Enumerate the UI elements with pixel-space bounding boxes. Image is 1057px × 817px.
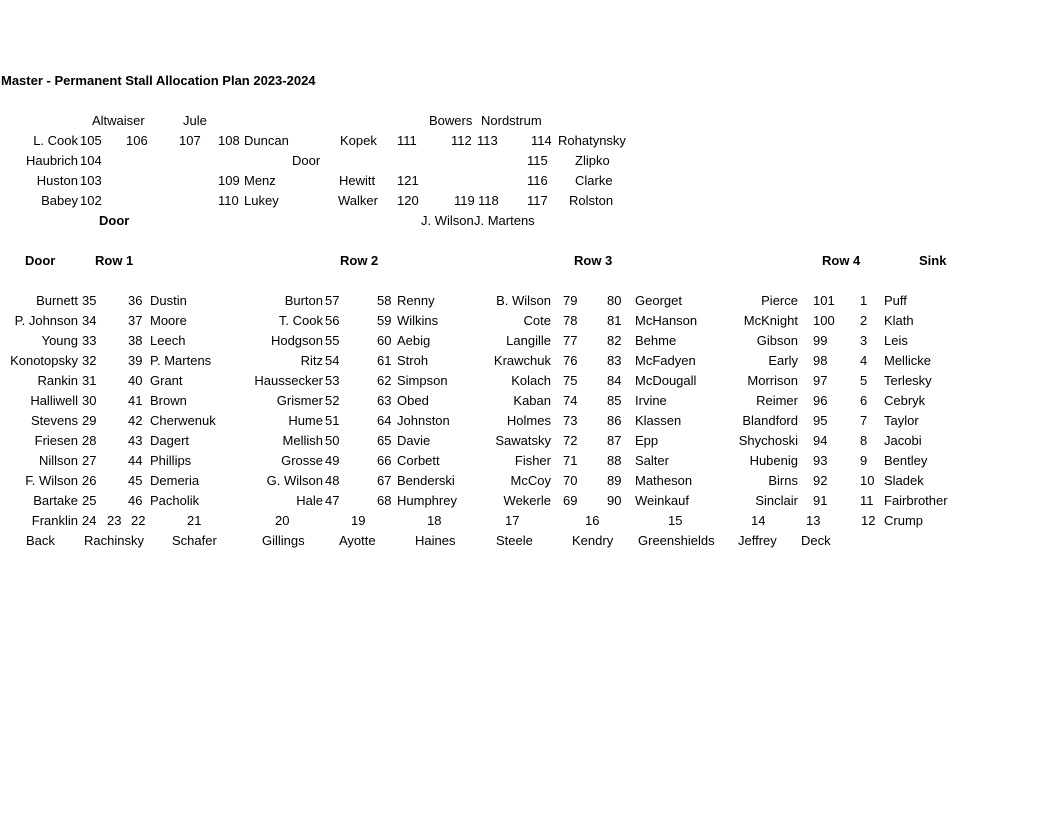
upper-cell: Door bbox=[292, 153, 321, 168]
stall-cell: 87 bbox=[607, 433, 622, 448]
stall-cell: 8 bbox=[860, 433, 868, 448]
stall-cell: G. Wilson bbox=[266, 473, 323, 488]
bottom-name-cell: Kendry bbox=[572, 533, 614, 548]
upper-cell: 102 bbox=[80, 193, 102, 208]
upper-cell: 105 bbox=[80, 133, 102, 148]
upper-cell: L. Cook bbox=[33, 133, 78, 148]
stall-cell: 81 bbox=[607, 313, 622, 328]
bottom-number-cell: 21 bbox=[187, 513, 202, 528]
bottom-number-cell: 14 bbox=[751, 513, 766, 528]
stall-cell: 100 bbox=[813, 313, 835, 328]
upper-cell: Hewitt bbox=[339, 173, 376, 188]
stall-cell: Klath bbox=[884, 313, 914, 328]
stall-cell: Kaban bbox=[513, 393, 551, 408]
bottom-name-cell: Deck bbox=[801, 533, 831, 548]
stall-cell: 4 bbox=[860, 353, 868, 368]
upper-cell: Babey bbox=[41, 193, 78, 208]
stall-cell: 36 bbox=[128, 293, 143, 308]
bottom-number-cell: Crump bbox=[884, 513, 924, 528]
stall-cell: Langille bbox=[506, 333, 551, 348]
stall-cell: 40 bbox=[128, 373, 143, 388]
stall-cell: Jacobi bbox=[884, 433, 922, 448]
stall-cell: Birns bbox=[768, 473, 798, 488]
stall-cell: Hale bbox=[296, 493, 323, 508]
bottom-number-cell: 18 bbox=[427, 513, 442, 528]
stall-cell: Terlesky bbox=[884, 373, 932, 388]
row1-header: Row 1 bbox=[95, 253, 134, 268]
stall-cell: Leis bbox=[884, 333, 908, 348]
stall-cell: 30 bbox=[82, 393, 97, 408]
stall-cell: 95 bbox=[813, 413, 828, 428]
stall-cell: Demeria bbox=[150, 473, 200, 488]
stall-cell: Hodgson bbox=[270, 333, 323, 348]
stall-cell: 47 bbox=[325, 493, 340, 508]
stall-cell: Behme bbox=[635, 333, 677, 348]
stall-cell: Johnston bbox=[397, 413, 450, 428]
stall-cell: 98 bbox=[813, 353, 828, 368]
stall-cell: Grant bbox=[150, 373, 183, 388]
bottom-name-cell: Haines bbox=[415, 533, 456, 548]
stall-cell: Salter bbox=[635, 453, 669, 468]
stall-cell: 7 bbox=[860, 413, 868, 428]
bottom-number-cell: 24 bbox=[82, 513, 97, 528]
upper-cell: Nordstrum bbox=[481, 113, 542, 128]
stall-cell: 41 bbox=[128, 393, 143, 408]
stall-cell: 6 bbox=[860, 393, 868, 408]
bottom-number-cell: 15 bbox=[668, 513, 683, 528]
stall-cell: Rankin bbox=[37, 373, 78, 388]
bottom-name-cell: Ayotte bbox=[339, 533, 376, 548]
stall-cell: 43 bbox=[128, 433, 143, 448]
sink-header: Sink bbox=[919, 253, 947, 268]
stall-cell: Fairbrother bbox=[884, 493, 948, 508]
upper-cell: 116 bbox=[527, 173, 548, 188]
stall-cell: 57 bbox=[325, 293, 340, 308]
stall-cell: Stevens bbox=[31, 413, 78, 428]
upper-cell: 111 bbox=[397, 133, 417, 148]
stall-cell: P. Martens bbox=[150, 353, 212, 368]
row2-header: Row 2 bbox=[340, 253, 379, 268]
upper-cell: 115 bbox=[527, 153, 548, 168]
stall-cell: 11 bbox=[860, 493, 874, 508]
stall-cell: Irvine bbox=[635, 393, 667, 408]
stall-cell: B. Wilson bbox=[496, 293, 551, 308]
stall-cell: 2 bbox=[860, 313, 868, 328]
upper-cell: Kopek bbox=[340, 133, 377, 148]
stall-cell: 35 bbox=[82, 293, 97, 308]
bottom-number-cell: 13 bbox=[806, 513, 821, 528]
stall-cell: Burton bbox=[284, 293, 323, 308]
upper-cell: 106 bbox=[126, 133, 148, 148]
stall-cell: 34 bbox=[82, 313, 97, 328]
bottom-number-cell: Franklin bbox=[31, 513, 78, 528]
upper-cell: 121 bbox=[397, 173, 419, 188]
stall-cell: Humphrey bbox=[397, 493, 457, 508]
stall-cell: 31 bbox=[82, 373, 97, 388]
stall-cell: 88 bbox=[607, 453, 622, 468]
upper-cell: Rohatynsky bbox=[558, 133, 626, 148]
stall-cell: Corbett bbox=[397, 453, 440, 468]
stall-cell: Mellish bbox=[282, 433, 323, 448]
stall-cell: 90 bbox=[607, 493, 622, 508]
stall-cell: 49 bbox=[325, 453, 340, 468]
stall-cell: Bartake bbox=[33, 493, 78, 508]
stall-cell: Cebryk bbox=[884, 393, 926, 408]
stall-cell: Reimer bbox=[756, 393, 798, 408]
stall-cell: Pierce bbox=[761, 293, 798, 308]
stall-cell: Young bbox=[41, 333, 78, 348]
bottom-name-cell: Steele bbox=[496, 533, 533, 548]
stall-cell: McFadyen bbox=[635, 353, 696, 368]
stall-cell: Kolach bbox=[511, 373, 551, 388]
stall-cell: 50 bbox=[325, 433, 340, 448]
stall-cell: 79 bbox=[563, 293, 578, 308]
upper-cell: 107 bbox=[179, 133, 201, 148]
stall-cell: 96 bbox=[813, 393, 828, 408]
stall-cell: Leech bbox=[150, 333, 186, 348]
stall-cell: 32 bbox=[82, 353, 97, 368]
stall-cell: Sladek bbox=[884, 473, 924, 488]
stall-cell: 63 bbox=[377, 393, 392, 408]
stall-cell: 92 bbox=[813, 473, 828, 488]
stall-cell: McKnight bbox=[743, 313, 798, 328]
upper-cell: Walker bbox=[338, 193, 378, 208]
stall-cell: 27 bbox=[82, 453, 97, 468]
stall-cell: P. Johnson bbox=[14, 313, 78, 328]
stall-cell: 73 bbox=[563, 413, 578, 428]
bottom-number-cell: 22 bbox=[131, 513, 146, 528]
stall-cell: 83 bbox=[607, 353, 622, 368]
stall-cell: 58 bbox=[377, 293, 392, 308]
upper-cell: Bowers bbox=[429, 113, 473, 128]
stall-cell: 86 bbox=[607, 413, 622, 428]
stall-cell: Taylor bbox=[884, 413, 919, 428]
upper-cell: Zlipko bbox=[575, 153, 610, 168]
stall-cell: Simpson bbox=[397, 373, 448, 388]
upper-cell: Clarke bbox=[575, 173, 613, 188]
stall-cell: 71 bbox=[563, 453, 578, 468]
bottom-name-cell: Jeffrey bbox=[738, 533, 777, 548]
stall-cell: Pacholik bbox=[150, 493, 200, 508]
upper-cell: Huston bbox=[36, 173, 78, 188]
stall-cell: Morrison bbox=[747, 373, 798, 388]
upper-cell: Haubrich bbox=[25, 153, 78, 168]
row4-header: Row 4 bbox=[822, 253, 861, 268]
upper-cell: 104 bbox=[80, 153, 102, 168]
stall-cell: 5 bbox=[860, 373, 868, 388]
stall-cell: 28 bbox=[82, 433, 97, 448]
upper-cell: 110 bbox=[218, 193, 239, 208]
stall-cell: 76 bbox=[563, 353, 578, 368]
stall-cell: 33 bbox=[82, 333, 97, 348]
stall-cell: 93 bbox=[813, 453, 828, 468]
stall-cell: Nillson bbox=[38, 453, 78, 468]
stall-cell: Sinclair bbox=[755, 493, 798, 508]
stall-cell: Grismer bbox=[276, 393, 323, 408]
door-header: Door bbox=[25, 253, 56, 268]
stall-cell: Konotopsky bbox=[10, 353, 78, 368]
stall-cell: 74 bbox=[563, 393, 578, 408]
bottom-name-cell: Greenshields bbox=[638, 533, 715, 548]
stall-cell: 64 bbox=[377, 413, 392, 428]
stall-cell: Stroh bbox=[397, 353, 429, 368]
stall-cell: 54 bbox=[325, 353, 340, 368]
stall-cell: Haussecker bbox=[254, 373, 323, 388]
stall-cell: 60 bbox=[377, 333, 392, 348]
stall-cell: 89 bbox=[607, 473, 622, 488]
stall-cell: Aebig bbox=[397, 333, 431, 348]
bottom-number-cell: 16 bbox=[585, 513, 600, 528]
stall-cell: 101 bbox=[813, 293, 835, 308]
upper-cell: 117 bbox=[527, 193, 548, 208]
stall-cell: 51 bbox=[325, 413, 340, 428]
bottom-name-cell: Rachinsky bbox=[84, 533, 144, 548]
stall-cell: Cote bbox=[523, 313, 551, 328]
stall-cell: 26 bbox=[82, 473, 97, 488]
stall-cell: 39 bbox=[128, 353, 143, 368]
stall-cell: Hume bbox=[288, 413, 323, 428]
stall-cell: Benderski bbox=[397, 473, 455, 488]
stall-cell: Early bbox=[768, 353, 798, 368]
stall-cell: Ritz bbox=[300, 353, 323, 368]
bottom-number-cell: 23 bbox=[107, 513, 122, 528]
stall-cell: T. Cook bbox=[278, 313, 323, 328]
stall-cell: 55 bbox=[325, 333, 340, 348]
stall-cell: 85 bbox=[607, 393, 622, 408]
upper-cell: 103 bbox=[80, 173, 102, 188]
page-title: Master - Permanent Stall Allocation Plan 2023-2024 bbox=[1, 73, 316, 88]
stall-cell: Dagert bbox=[150, 433, 190, 448]
stall-cell: Grosse bbox=[281, 453, 323, 468]
stall-cell: Halliwell bbox=[30, 393, 78, 408]
stall-cell: 94 bbox=[813, 433, 828, 448]
upper-cell: 109 bbox=[218, 173, 240, 188]
bottom-number-cell: 12 bbox=[861, 513, 876, 528]
stall-cell: 80 bbox=[607, 293, 622, 308]
stall-cell: Fisher bbox=[514, 453, 551, 468]
upper-cell: J. Wilson bbox=[421, 213, 474, 228]
stall-cell: McDougall bbox=[635, 373, 697, 388]
stall-cell: Dustin bbox=[150, 293, 187, 308]
bottom-name-cell: Gillings bbox=[262, 533, 305, 548]
stall-cell: Bentley bbox=[884, 453, 928, 468]
stall-cell: 78 bbox=[563, 313, 578, 328]
upper-cell: 119 bbox=[454, 193, 475, 208]
stall-cell: Davie bbox=[397, 433, 431, 448]
upper-cell: J. Martens bbox=[474, 213, 535, 228]
stall-cell: 56 bbox=[325, 313, 340, 328]
stall-cell: 52 bbox=[325, 393, 340, 408]
stall-cell: Moore bbox=[150, 313, 187, 328]
stall-cell: 37 bbox=[128, 313, 143, 328]
upper-cell: Rolston bbox=[569, 193, 614, 208]
stall-cell: Cherwenuk bbox=[150, 413, 216, 428]
stall-cell: Klassen bbox=[635, 413, 682, 428]
stall-cell: 97 bbox=[813, 373, 828, 388]
bottom-number-cell: 19 bbox=[351, 513, 366, 528]
stall-cell: 9 bbox=[860, 453, 868, 468]
stall-cell: 82 bbox=[607, 333, 622, 348]
row3-header: Row 3 bbox=[574, 253, 613, 268]
stall-cell: 61 bbox=[377, 353, 392, 368]
upper-cell: Lukey bbox=[244, 193, 279, 208]
bottom-name-cell: Schafer bbox=[172, 533, 217, 548]
stall-cell: 62 bbox=[377, 373, 392, 388]
stall-cell: 99 bbox=[813, 333, 828, 348]
stall-cell: Mellicke bbox=[884, 353, 931, 368]
stall-cell: Epp bbox=[635, 433, 659, 448]
upper-cell: Duncan bbox=[244, 133, 289, 148]
stall-cell: 72 bbox=[563, 433, 578, 448]
stall-cell: Burnett bbox=[36, 293, 78, 308]
stall-cell: 69 bbox=[563, 493, 578, 508]
upper-cell: 108 bbox=[218, 133, 240, 148]
stall-cell: 68 bbox=[377, 493, 392, 508]
upper-cell: 118 bbox=[478, 193, 499, 208]
stall-cell: 29 bbox=[82, 413, 97, 428]
stall-cell: 42 bbox=[128, 413, 143, 428]
stall-cell: 66 bbox=[377, 453, 392, 468]
upper-cell: 120 bbox=[397, 193, 419, 208]
stall-cell: 67 bbox=[377, 473, 392, 488]
stall-cell: 77 bbox=[563, 333, 578, 348]
upper-cell: Menz bbox=[244, 173, 276, 188]
upper-cell: 113 bbox=[477, 133, 498, 148]
stall-cell: 48 bbox=[325, 473, 340, 488]
stall-cell: 65 bbox=[377, 433, 392, 448]
stall-cell: Brown bbox=[150, 393, 187, 408]
stall-cell: Gibson bbox=[756, 333, 798, 348]
bottom-number-cell: 17 bbox=[505, 513, 520, 528]
stall-cell: 3 bbox=[860, 333, 868, 348]
stall-cell: F. Wilson bbox=[25, 473, 78, 488]
stall-cell: 91 bbox=[813, 493, 828, 508]
stall-cell: Renny bbox=[397, 293, 435, 308]
stall-cell: Phillips bbox=[150, 453, 192, 468]
stall-cell: Puff bbox=[884, 293, 907, 308]
stall-cell: Wekerle bbox=[503, 493, 551, 508]
stall-cell: Friesen bbox=[34, 433, 78, 448]
stall-cell: Hubenig bbox=[749, 453, 798, 468]
stall-cell: 84 bbox=[607, 373, 622, 388]
stall-cell: Obed bbox=[397, 393, 429, 408]
stall-cell: Matheson bbox=[635, 473, 693, 488]
stall-cell: Holmes bbox=[506, 413, 551, 428]
upper-cell: Altwaiser bbox=[92, 113, 145, 128]
bottom-name-cell: Back bbox=[26, 533, 55, 548]
upper-cell: 112 bbox=[451, 133, 472, 148]
stall-cell: 70 bbox=[563, 473, 578, 488]
door-label: Door bbox=[99, 213, 130, 228]
stall-cell: Wilkins bbox=[397, 313, 439, 328]
stall-cell: 75 bbox=[563, 373, 578, 388]
stall-cell: Shychoski bbox=[738, 433, 798, 448]
stall-cell: 45 bbox=[128, 473, 143, 488]
stall-cell: McHanson bbox=[635, 313, 698, 328]
stall-cell: Weinkauf bbox=[635, 493, 689, 508]
stall-cell: Georget bbox=[635, 293, 682, 308]
upper-cell: Jule bbox=[183, 113, 207, 128]
stall-cell: 59 bbox=[377, 313, 392, 328]
stall-cell: 46 bbox=[128, 493, 143, 508]
stall-cell: Krawchuk bbox=[493, 353, 551, 368]
stall-cell: McCoy bbox=[510, 473, 551, 488]
stall-cell: 38 bbox=[128, 333, 143, 348]
stall-cell: Blandford bbox=[742, 413, 798, 428]
stall-cell: 10 bbox=[860, 473, 875, 488]
bottom-number-cell: 20 bbox=[275, 513, 290, 528]
stall-cell: 1 bbox=[860, 293, 868, 308]
stall-cell: 53 bbox=[325, 373, 340, 388]
stall-cell: Sawatsky bbox=[495, 433, 551, 448]
upper-cell: 114 bbox=[531, 133, 552, 148]
stall-cell: 44 bbox=[128, 453, 143, 468]
stall-cell: 25 bbox=[82, 493, 97, 508]
